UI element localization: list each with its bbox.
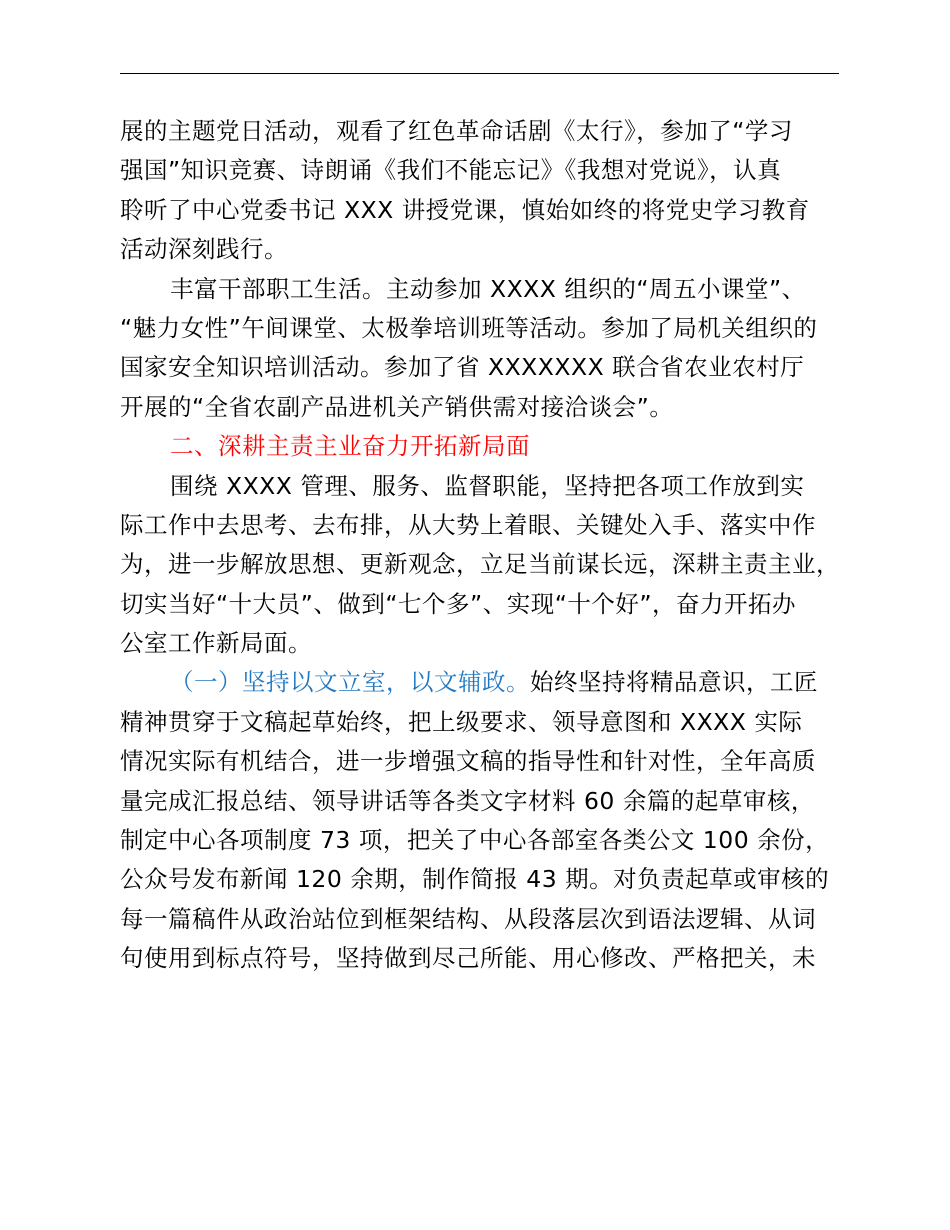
text-line: 句使用到标点符号，坚持做到尽己所能、用心修改、严格把关，未 (120, 944, 816, 973)
paragraph-writing-work (120, 663, 860, 978)
text-line: 丰富干部职工生活。主动参加 XXXX 组织的“周五小课堂”、 (170, 274, 806, 303)
text-line: 围绕 XXXX 管理、服务、监督职能，坚持把各项工作放到实 (170, 471, 805, 500)
paragraph-staff-life (120, 270, 860, 428)
text-line: 国家安全知识培训活动。参加了省 XXXXXXX 联合省农业农村厅 (120, 353, 805, 382)
text-line: 每一篇稿件从政治站位到框架结构、从段落层次到语法逻辑、从词 (120, 904, 816, 933)
text-line: 量完成汇报总结、领导讲话等各类文字材料 60 余篇的起草审核， (120, 786, 815, 815)
text-line: 公众号发布新闻 120 余期，制作简报 43 期。对负责起草或审核的 (120, 865, 830, 894)
subheading-1-continuation: 始终坚持将精品意识，工匠 (530, 668, 818, 697)
text-line: “魅力女性”午间课堂、太极拳培训班等活动。参加了局机关组织的 (120, 313, 818, 342)
text-line: 情况实际有机结合，进一步增强文稿的指导性和针对性，全年高质 (120, 747, 816, 776)
text-line: 制定中心各项制度 73 项，把关了中心各部室各类公文 100 余份， (120, 826, 830, 855)
text-line: 为，进一步解放思想、更新观念，立足当前谋长远，深耕主责主业， (120, 550, 840, 579)
text-line: 公室工作新局面。 (120, 629, 312, 658)
text-line: 精神贯穿于文稿起草始终，把上级要求、领导意图和 XXXX 实际 (120, 707, 803, 736)
text-line (120, 663, 860, 702)
header-rule (120, 73, 839, 74)
text-line: 聆听了中心党委书记 XXX 讲授党课，慎始如终的将党史学习教育 (120, 195, 810, 224)
text-line: 开展的“全省农副产品进机关产销供需对接洽谈会”。 (120, 392, 674, 421)
text-line: 展的主题党日活动，观看了红色革命话剧《太行》，参加了“学习 (120, 117, 793, 145)
paragraph-party-activities (120, 112, 860, 270)
text-line: 际工作中去思考、去布排，从大势上着眼、关键处入手、落实中作 (120, 510, 816, 539)
section-heading-2: 二、深耕主责主业奋力开拓新局面 (170, 432, 530, 461)
text-line: 活动深刻践行。 (120, 235, 288, 264)
text-line: 强国”知识竞赛、诗朗诵《我们不能忘记》《我想对党说》，认真 (120, 156, 782, 185)
text-line: 切实当好“十大员”、做到“七个多”、实现“十个好”，奋力开拓办 (120, 589, 797, 618)
subheading-1: （一）坚持以文立室，以文辅政。 (170, 668, 530, 697)
document-body (120, 112, 860, 979)
paragraph-main-duties (120, 467, 860, 664)
